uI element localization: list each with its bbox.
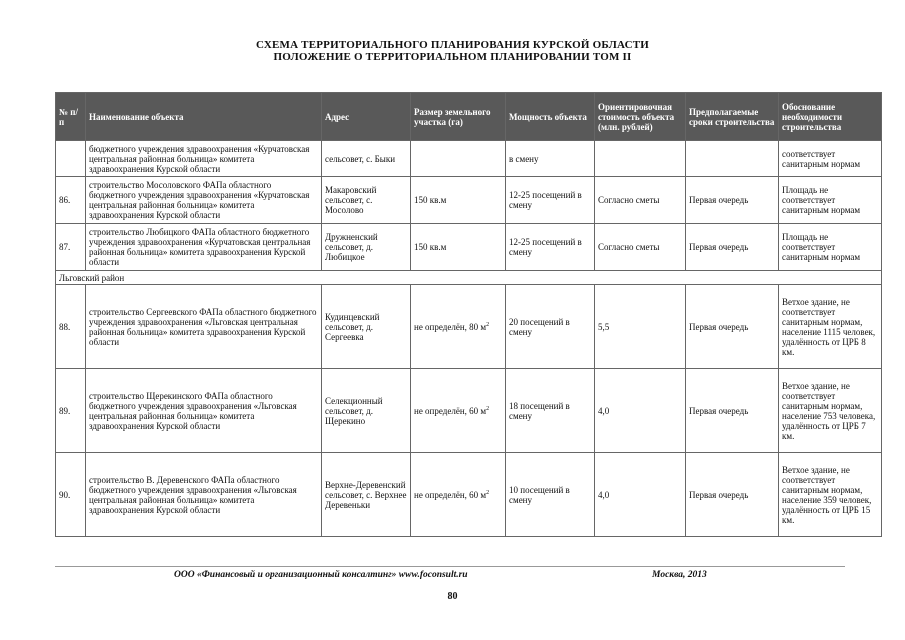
col-header-reason: Обоснование необходимости строительства (779, 93, 882, 141)
objects-table (55, 92, 882, 537)
table-row-continuation (56, 141, 882, 177)
document-subtitle: ПОЛОЖЕНИЕ О ТЕРРИТОРИАЛЬНОМ ПЛАНИРОВАНИИ ТОМ II (273, 51, 632, 63)
cell-reason: Ветхое здание, не соответствует санитарным нормам, население 359 человек, удалённость от ЦРБ 15 км. (779, 453, 882, 537)
cell-cost: Согласно сметы (595, 177, 686, 224)
cell-num: 90. (56, 453, 86, 537)
cell-reason: Площадь не соответствует санитарным нормам (779, 224, 882, 271)
cell-term (686, 141, 779, 177)
table-row (56, 224, 882, 271)
area-unit-sup: 2 (486, 321, 490, 328)
region-label: Льговский район (56, 271, 882, 285)
col-header-capacity: Мощность объекта (506, 93, 595, 141)
cell-reason: Ветхое здание, не соответствует санитарным нормам, население 753 человека, удалённость от ЦРБ 7 км. (779, 369, 882, 453)
cell-area (411, 453, 506, 537)
col-header-area: Размер земельного участка (га) (411, 93, 506, 141)
col-header-term: Предполагаемые сроки строительства (686, 93, 779, 141)
cell-area (411, 369, 506, 453)
cell-cost: 5,5 (595, 285, 686, 369)
cell-area: 150 кв.м (411, 177, 506, 224)
cell-area (411, 285, 506, 369)
cell-cost: 4,0 (595, 369, 686, 453)
cell-name: строительство Любицкого ФАПа областного бюджетного учреждения здравоохранения «Курчатовская центральная районная больница» комитета здравоохранения Курской области (86, 224, 322, 271)
cell-address: сельсовет, с. Быки (322, 141, 411, 177)
cell-name: строительство В. Деревенского ФАПа областного бюджетного учреждения здравоохранения «Льговская центральная районная больница» комитета здравоохранения Курской области (86, 453, 322, 537)
cell-capacity: 18 посещений в смену (506, 369, 595, 453)
cell-area: 150 кв.м (411, 224, 506, 271)
footer-place-year: Москва, 2013 (652, 570, 707, 580)
cell-term: Первая очередь (686, 369, 779, 453)
col-header-name: Наименование объекта (86, 93, 322, 141)
table-row (56, 453, 882, 537)
cell-address: Селекционный сельсовет, д. Щерекино (322, 369, 411, 453)
cell-area (411, 141, 506, 177)
footer-divider (55, 566, 845, 567)
cell-reason: Ветхое здание, не соответствует санитарным нормам, население 1115 человек, удалённость от ЦРБ 8 км. (779, 285, 882, 369)
area-text: не определён, 60 м (414, 489, 487, 500)
col-header-cost: Ориентировочная стоимость объекта (млн. рублей) (595, 93, 686, 141)
cell-num: 89. (56, 369, 86, 453)
page-number: 80 (447, 591, 458, 602)
cell-reason: Площадь не соответствует санитарным нормам (779, 177, 882, 224)
cell-num (56, 141, 86, 177)
cell-cost (595, 141, 686, 177)
region-row (56, 271, 882, 285)
area-text: не определён, 80 м (414, 321, 487, 332)
cell-term: Первая очередь (686, 177, 779, 224)
cell-address: Дружненский сельсовет, д. Любицкое (322, 224, 411, 271)
cell-capacity: 12-25 посещений в смену (506, 224, 595, 271)
cell-capacity: 10 посещений в смену (506, 453, 595, 537)
cell-name: строительство Мосоловского ФАПа областного бюджетного учреждения здравоохранения «Курчатовская центральная районная больница» комитета здравоохранения Курской области (86, 177, 322, 224)
cell-cost: Согласно сметы (595, 224, 686, 271)
table-row (56, 285, 882, 369)
cell-term: Первая очередь (686, 453, 779, 537)
cell-name: строительство Щерекинского ФАПа областного бюджетного учреждения здравоохранения «Льговская центральная районная больница» комитета здравоохранения Курской области (86, 369, 322, 453)
cell-num: 87. (56, 224, 86, 271)
cell-term: Первая очередь (686, 285, 779, 369)
col-header-num: № п/п (56, 93, 86, 141)
cell-term: Первая очередь (686, 224, 779, 271)
document-title: СХЕМА ТЕРРИТОРИАЛЬНОГО ПЛАНИРОВАНИЯ КУРСКОЙ ОБЛАСТИ (255, 39, 650, 51)
table-header-row (56, 93, 882, 141)
table-row (56, 177, 882, 224)
cell-capacity: 12-25 посещений в смену (506, 177, 595, 224)
area-unit-sup: 2 (486, 489, 490, 496)
area-unit-sup: 2 (486, 405, 490, 412)
col-header-address: Адрес (322, 93, 411, 141)
cell-num: 86. (56, 177, 86, 224)
cell-name: бюджетного учреждения здравоохранения «Курчатовская центральная районная больница» комитета здравоохранения Курской области (86, 141, 322, 177)
cell-reason: соответствует санитарным нормам (779, 141, 882, 177)
cell-address: Верхне-Деревенский сельсовет, с. Верхнее Деревеньки (322, 453, 411, 537)
cell-address: Кудинцевский сельсовет, д. Сергеевка (322, 285, 411, 369)
cell-capacity: в смену (506, 141, 595, 177)
cell-name: строительство Сергеевского ФАПа областного бюджетного учреждения здравоохранения «Льговская центральная районная больница» комитета здравоохранения Курской области (86, 285, 322, 369)
footer-company: ООО «Финансовый и организационный консалтинг» www.foconsult.ru (174, 570, 468, 580)
area-text: не определён, 60 м (414, 405, 487, 416)
cell-num: 88. (56, 285, 86, 369)
cell-capacity: 20 посещений в смену (506, 285, 595, 369)
cell-cost: 4,0 (595, 453, 686, 537)
cell-address: Макаровский сельсовет, с. Мосолово (322, 177, 411, 224)
table-row (56, 369, 882, 453)
